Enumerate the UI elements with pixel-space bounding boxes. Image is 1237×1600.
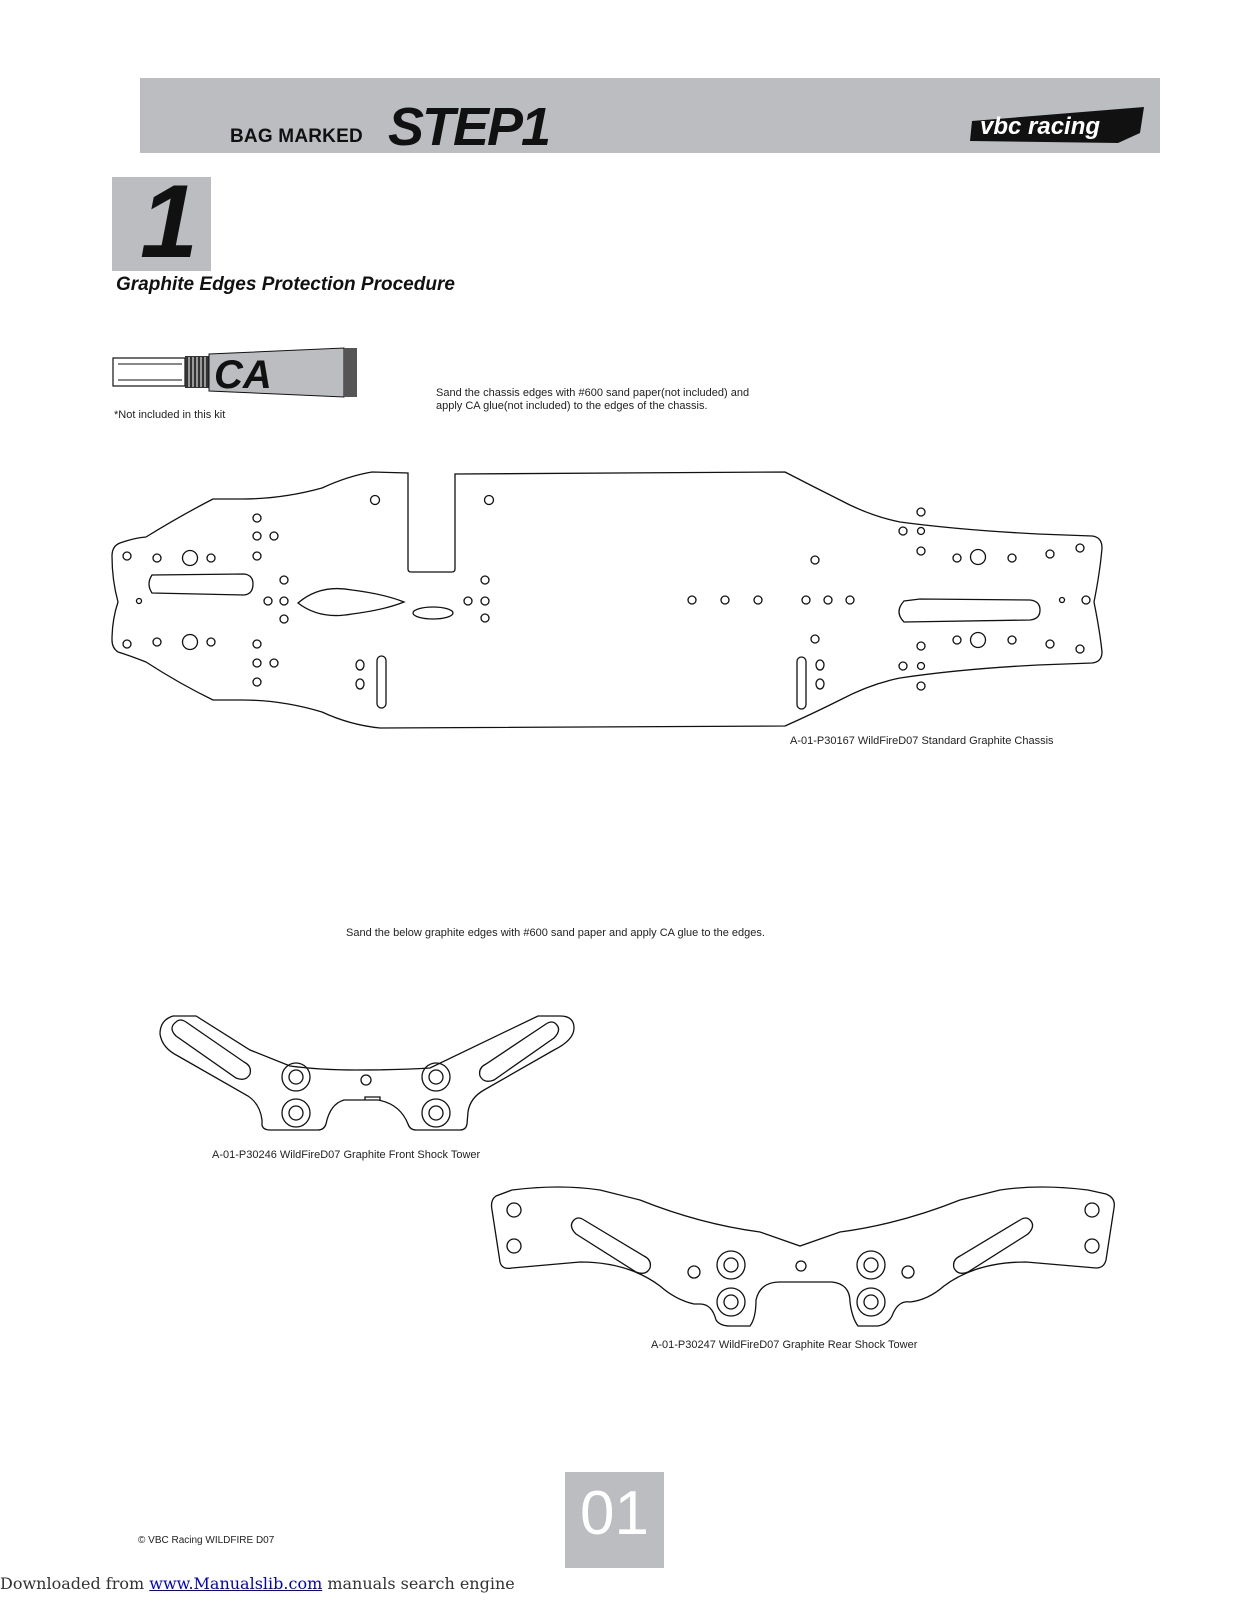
rear-tower-caption: A-01-P30247 WildFireD07 Graphite Rear Shock Tower: [651, 1339, 918, 1351]
chassis-instruction-1: Sand the chassis edges with #600 sand paper(not included) and: [436, 387, 750, 399]
chassis-caption: A-01-P30167 WildFireD07 Standard Graphite Chassis: [790, 735, 1054, 747]
front-tower-caption: A-01-P30246 WildFireD07 Graphite Front Shock Tower: [212, 1149, 481, 1161]
download-prefix: Downloaded from: [0, 1574, 150, 1593]
page-number: 01: [580, 1479, 649, 1548]
logo-text: vbc racing: [980, 113, 1101, 140]
chassis-instruction-2: apply CA glue(not included) to the edges of the chassis.: [436, 400, 708, 412]
copyright: © VBC Racing WILDFIRE D07: [138, 1535, 275, 1546]
not-included-note: *Not included in this kit: [114, 409, 226, 421]
step-label: STEP1: [388, 97, 550, 157]
rear-tower-outline: [492, 1187, 1115, 1326]
step-number: 1: [140, 164, 198, 280]
download-footer: [0, 1574, 515, 1593]
manualslib-link[interactable]: www.Manualslib.com: [149, 1574, 323, 1593]
rear-tower-holes: [507, 1203, 1099, 1316]
download-suffix: manuals search engine: [322, 1574, 515, 1593]
ca-label: CA: [214, 353, 272, 397]
bag-label: BAG MARKED: [230, 126, 363, 147]
procedure-title: Graphite Edges Protection Procedure: [116, 274, 455, 295]
towers-instruction: Sand the below graphite edges with #600 sand paper and apply CA glue to the edges.: [346, 927, 765, 939]
